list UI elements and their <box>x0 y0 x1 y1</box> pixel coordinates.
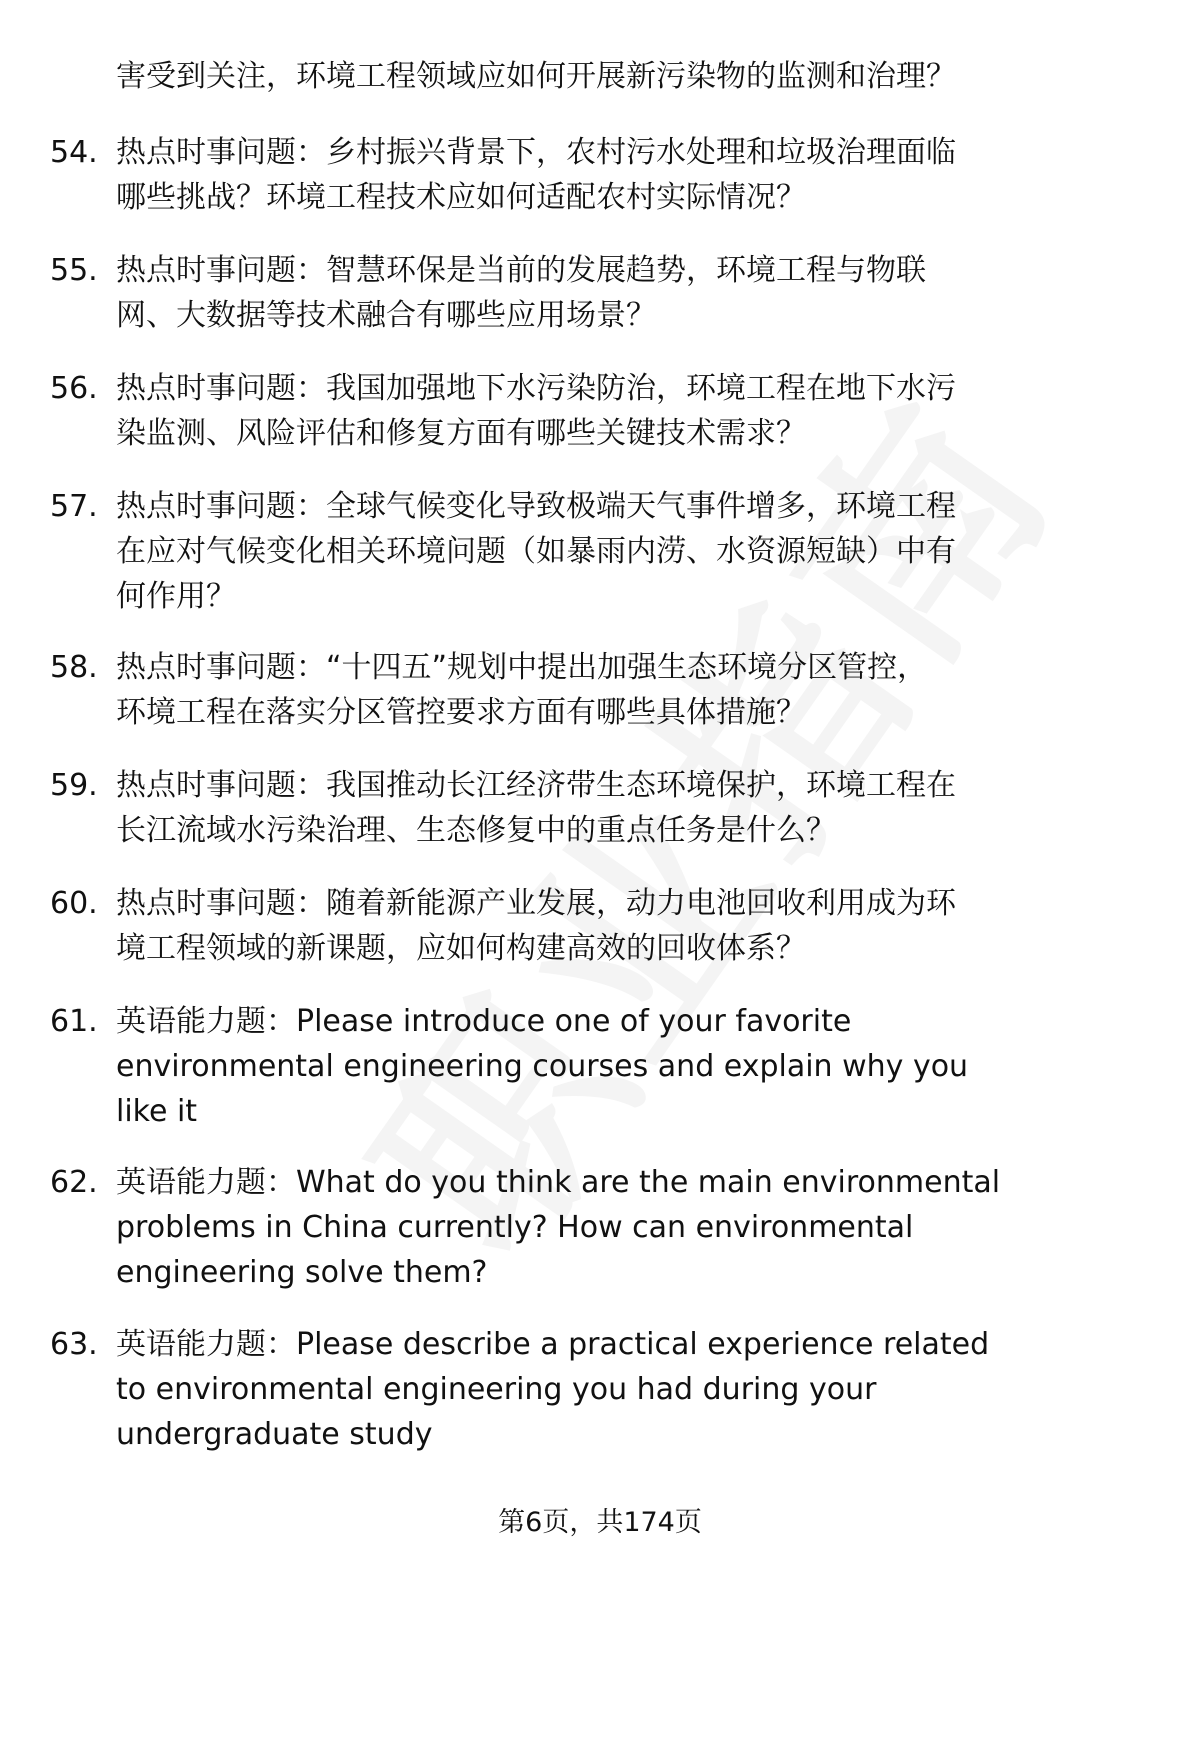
question-number: 59. <box>50 768 98 803</box>
text-line: problems in China currently? How can environmental <box>116 1210 914 1245</box>
text-line: 哪些挑战？环境工程技术应如何适配农村实际情况？ <box>116 180 806 215</box>
text-line: engineering solve them? <box>116 1255 488 1290</box>
text-line: 英语能力题：Please introduce one of your favorite <box>116 1004 852 1039</box>
question-number: 54. <box>50 135 98 170</box>
text-line: undergraduate study <box>116 1417 433 1452</box>
text-line: 长江流域水污染治理、生态修复中的重点任务是什么？ <box>116 813 836 848</box>
page-footer <box>0 1503 1200 1543</box>
text-line: 热点时事问题：智慧环保是当前的发展趋势，环境工程与物联 <box>116 253 926 288</box>
text-line: 何作用？ <box>116 579 236 614</box>
text-line: 英语能力题：What do you think are the main environmental <box>116 1165 1001 1200</box>
text-line: 热点时事问题：乡村振兴背景下，农村污水处理和垃圾治理面临 <box>116 135 956 170</box>
question-number: 60. <box>50 886 98 921</box>
text-line: 在应对气候变化相关环境问题（如暴雨内涝、水资源短缺）中有 <box>116 534 956 569</box>
text-line: 热点时事问题：我国加强地下水污染防治，环境工程在地下水污 <box>116 371 956 406</box>
text-line: 环境工程在落实分区管控要求方面有哪些具体措施？ <box>116 695 806 730</box>
question-number: 56. <box>50 371 98 406</box>
text-line: 害受到关注，环境工程领域应如何开展新污染物的监测和治理？ <box>116 59 956 94</box>
text-line: 英语能力题：Please describe a practical experience related <box>116 1327 990 1362</box>
text-line: 热点时事问题：全球气候变化导致极端天气事件增多，环境工程 <box>116 489 956 524</box>
question-number: 57. <box>50 489 98 524</box>
question-number: 62. <box>50 1165 98 1200</box>
text-line: 热点时事问题：我国推动长江经济带生态环境保护，环境工程在 <box>116 768 956 803</box>
page-indicator: 第6页，共174页 <box>498 1507 702 1538</box>
question-number: 63. <box>50 1327 98 1362</box>
text-line: environmental engineering courses and explain why you <box>116 1049 969 1084</box>
question-number: 58. <box>50 650 98 685</box>
text-line: like it <box>116 1094 198 1129</box>
text-line: 热点时事问题：“十四五”规划中提出加强生态环境分区管控， <box>116 650 928 685</box>
text-line: to environmental engineering you had during your <box>116 1372 877 1407</box>
text-line: 热点时事问题：随着新能源产业发展，动力电池回收利用成为环 <box>116 886 956 921</box>
text-line: 网、大数据等技术融合有哪些应用场景？ <box>116 298 656 333</box>
text-line: 境工程领域的新课题，应如何构建高效的回收体系？ <box>116 931 806 966</box>
text-line: 染监测、风险评估和修复方面有哪些关键技术需求？ <box>116 416 806 451</box>
question-number: 55. <box>50 253 98 288</box>
question-number: 61. <box>50 1004 98 1039</box>
